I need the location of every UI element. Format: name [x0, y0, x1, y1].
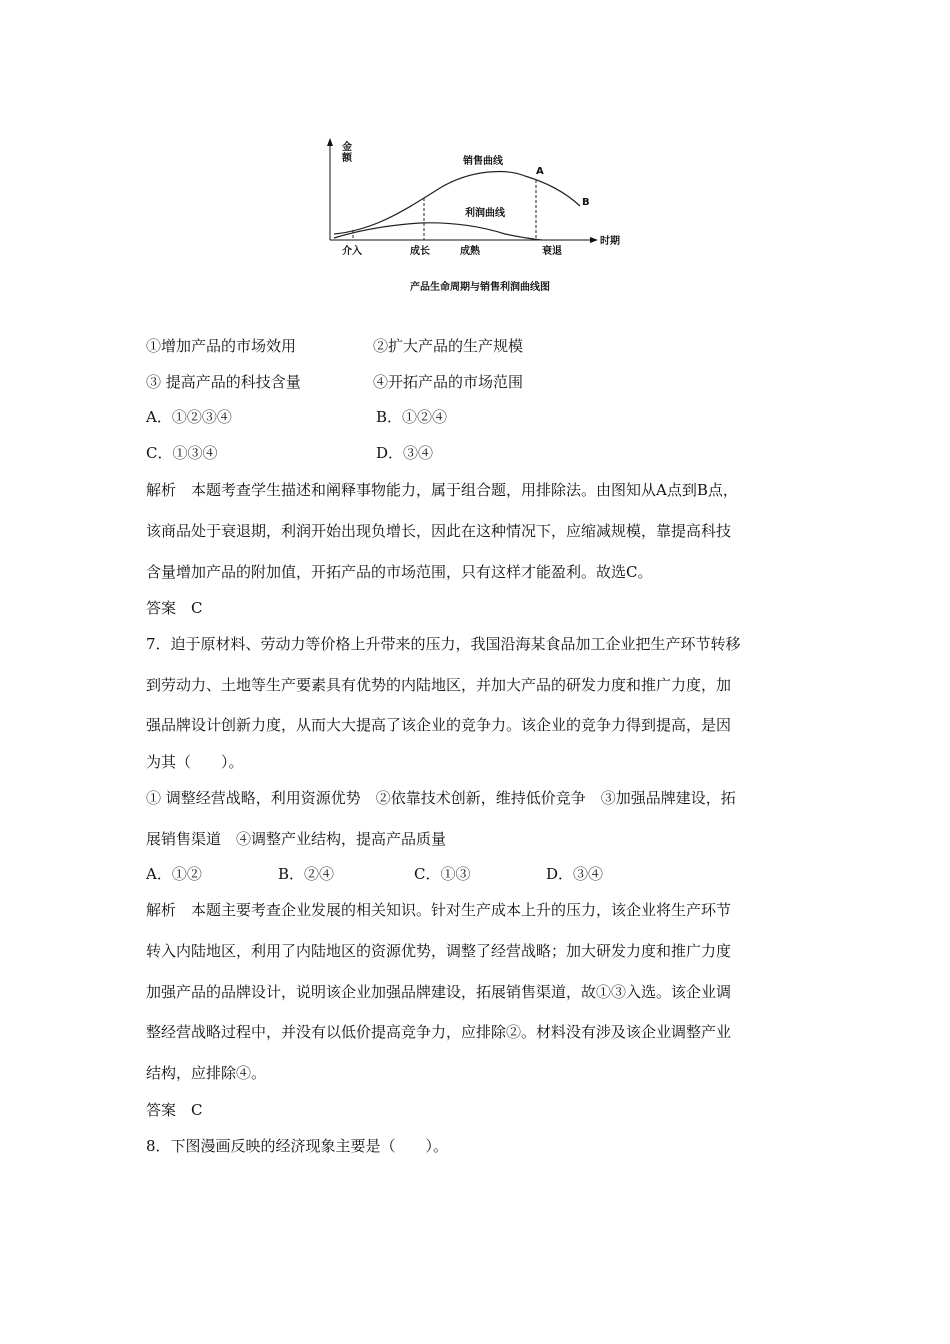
q6-choice-row-1 [146, 407, 448, 427]
sales-curve-label: 销售曲线 [463, 156, 503, 167]
q6-option-row-2 [146, 372, 524, 392]
q7-choice-c: C．①③ [414, 865, 471, 883]
figure-caption: 产品生命周期与销售利润曲线图 [410, 282, 550, 293]
profit-curve [334, 223, 542, 240]
q6-choice-row-2 [146, 443, 434, 463]
q6-option-2: ②扩大产品的生产规模 [373, 337, 524, 355]
q6-choice-c: C．①③④ [146, 444, 218, 462]
q7-stem-line: 强品牌设计创新力度，从而大大提高了该企业的竞争力。该企业的竞争力得到提高，是因 [146, 716, 732, 734]
stage-label: 衰退 [542, 246, 562, 257]
q7-option-line: 展销售渠道 ④调整产业结构，提高产品质量 [146, 830, 447, 848]
y-axis-label-2: 额 [342, 153, 352, 164]
point-b-label: B [582, 197, 590, 208]
q6-choice-d: D．③④ [376, 444, 434, 462]
stage-label: 成熟 [460, 246, 480, 257]
q7-stem-line: 为其（ ）。 [146, 753, 244, 771]
q6-analysis-line: 含量增加产品的附加值，开拓产品的市场范围，只有这样才能盈利。故选C。 [146, 563, 653, 581]
q6-choice-b: B．①②④ [376, 408, 448, 426]
q7-analysis-line: 整经营战略过程中，并没有以低价提高竞争力，应排除②。材料没有涉及该企业调整产业 [146, 1023, 732, 1041]
q6-analysis-line: 解析 本题考查学生描述和阐释事物能力，属于组合题，用排除法。由图知从A点到B点， [146, 481, 738, 499]
q7-choice-b: B．②④ [278, 865, 335, 883]
q7-analysis-line: 解析 本题主要考查企业发展的相关知识。针对生产成本上升的压力，该企业将生产环节 [146, 901, 732, 919]
x-axis-label: 时期 [600, 236, 620, 247]
q6-answer: 答案 C [146, 599, 203, 617]
y-axis-arrow [327, 138, 333, 146]
q6-option-3: ③ 提高产品的科技含量 [146, 373, 301, 391]
point-a-label: A [536, 166, 544, 177]
q7-analysis-line: 转入内陆地区，利用了内陆地区的资源优势，调整了经营战略；加大研发力度和推广力度 [146, 942, 732, 960]
q7-option-line: ① 调整经营战略，利用资源优势 ②依靠技术创新，维持低价竞争 ③加强品牌建设，拓 [146, 789, 736, 807]
q8-stem: 8．下图漫画反映的经济现象主要是（ ）。 [146, 1137, 449, 1155]
q7-answer: 答案 C [146, 1101, 203, 1119]
q7-analysis-line: 结构，应排除④。 [146, 1064, 267, 1082]
lifecycle-chart [320, 130, 640, 295]
q6-analysis-line: 该商品处于衰退期，利润开始出现负增长，因此在这种情况下，应缩减规模，靠提高科技 [146, 522, 732, 540]
q7-stem-line: 到劳动力、土地等生产要素具有优势的内陆地区，并加大产品的研发力度和推广力度，加 [146, 676, 732, 694]
q7-stem-line: 7．迫于原材料、劳动力等价格上升带来的压力，我国沿海某食品加工企业把生产环节转移 [146, 635, 741, 653]
x-axis-arrow [590, 237, 598, 243]
y-axis-label-1: 金 [342, 142, 352, 153]
q6-choice-a: A．①②③④ [146, 408, 232, 426]
stage-label: 介入 [342, 246, 362, 257]
q7-analysis-line: 加强产品的品牌设计，说明该企业加强品牌建设，拓展销售渠道，故①③入选。该企业调 [146, 983, 732, 1001]
q6-option-row-1 [146, 336, 524, 356]
q6-option-4: ④开拓产品的市场范围 [373, 373, 524, 391]
stage-label: 成长 [410, 246, 430, 257]
q6-option-1: ①增加产品的市场效用 [146, 337, 297, 355]
q7-choice-a: A．①② [146, 865, 202, 883]
profit-curve-label: 利润曲线 [465, 208, 505, 219]
q7-choice-row [146, 864, 604, 884]
product-lifecycle-figure [320, 130, 640, 295]
q7-choice-d: D．③④ [546, 865, 604, 883]
